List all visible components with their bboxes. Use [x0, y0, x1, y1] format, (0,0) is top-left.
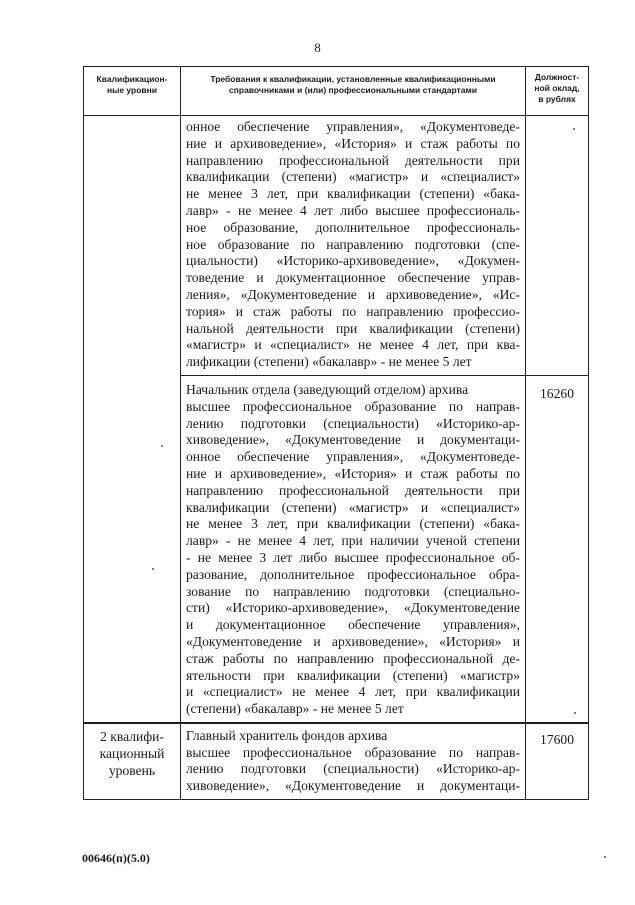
header-col1-line2: ные уровни	[106, 85, 158, 95]
table-row	[84, 723, 589, 800]
header-col1-line1: Квалификацион-	[96, 74, 168, 84]
text-line: сти) «Историко-архивоведение», «Документоведение	[186, 600, 520, 616]
position-title: Главный хранитель фондов архива	[186, 727, 388, 743]
salary-cell: 17600	[526, 723, 589, 800]
text-line: и документационное обеспечение управления»,	[186, 617, 520, 633]
text-line: ние и архивоведение», «История» и стаж работы по	[186, 465, 520, 481]
scan-speck	[574, 712, 576, 714]
text-line: онное обеспечение управления», «Документоведе-	[186, 449, 520, 465]
header-salary	[526, 67, 589, 116]
text-line: нальной деятельности при квалификации (степени)	[186, 320, 520, 336]
text-line: ления», «Документоведение и архивоведение», «Ис-	[186, 286, 520, 302]
scan-speck	[161, 445, 163, 447]
header-qualification-levels	[84, 67, 181, 116]
text-line: циальности) «Историко-архивоведение», «Докумен-	[186, 253, 520, 269]
scan-speck	[152, 568, 154, 570]
table-header-row	[84, 67, 589, 116]
text-line: хивоведение», «Документоведение и документаци-	[186, 778, 520, 794]
text-line: квалификации (степени) «магистр» и «специалист»	[186, 169, 520, 185]
text-line: высшее профессиональное образование по направ-	[186, 744, 520, 760]
text-line: направлению профессиональной деятельности при	[186, 482, 520, 498]
text-line: лавр» - не менее 4 лет, при наличии ученой степени	[186, 533, 520, 549]
text-line: не менее 3 лет, при квалификации (степени) «бака-	[186, 516, 520, 532]
requirements-cell	[181, 116, 526, 376]
text-line: квалификации (степени) «магистр» и «специалист»	[186, 499, 520, 515]
header-col2-line1: Требования к квалификации, установленные квалификационными	[210, 74, 496, 84]
header-col3-line1: Должност-	[534, 72, 580, 82]
text-line: лению подготовки (специальности) «Историко-ар-	[186, 415, 520, 431]
text-line: - не менее 3 лет либо высшее профессиональное об-	[186, 549, 520, 565]
header-col2-line2: справочниками и (или) профессиональными стандартами	[229, 85, 477, 95]
level-label-line: 2 квалифи-	[100, 728, 164, 744]
text-line: ное образование по направлению подготовки (спе-	[186, 236, 520, 252]
level-cell-1	[84, 116, 181, 723]
scan-speck	[604, 856, 606, 858]
qualification-table	[83, 66, 589, 800]
text-line: товедение и документационное обеспечение управ-	[186, 270, 520, 286]
text-line: разование, дополнительное профессиональное обра-	[186, 566, 520, 582]
requirements-cell	[181, 375, 526, 722]
text-line: лавр» - не менее 4 лет либо высшее профессиональ-	[186, 202, 520, 218]
page-number: 8	[314, 40, 321, 55]
header-requirements	[181, 67, 526, 116]
text-line: ятельности при квалификации (степени) «магистр»	[186, 667, 520, 683]
text-line: «Документоведение и архивоведение», «История» и	[186, 633, 520, 649]
header-col3-line3: в рублях	[538, 94, 576, 104]
scan-speck	[573, 128, 575, 130]
text-line: хивоведение», «Документоведение и документаци-	[186, 432, 520, 448]
text-line: не менее 3 лет, при квалификации (степени) «бака-	[186, 186, 520, 202]
table-row	[84, 116, 589, 376]
text-line: ное образование, дополнительное профессиональ-	[186, 219, 520, 235]
text-line: направлению профессиональной деятельности при	[186, 152, 520, 168]
level-cell-2	[84, 723, 181, 800]
text-line: и «специалист» не менее 4 лет, при квалификации	[186, 684, 520, 700]
header-col3-line2: ной оклад,	[534, 83, 580, 93]
text-line: ние и архивоведение», «История» и стаж работы по	[186, 135, 520, 151]
text-line: онное обеспечение управления», «Документоведе-	[186, 119, 520, 134]
text-line: «магистр» и «специалист» не менее 4 лет, при ква-	[186, 337, 520, 353]
salary-cell: 16260	[526, 375, 589, 722]
text-line: лификации (степени) «бакалавр» - не менее 5 лет	[186, 354, 472, 370]
level-label-line: уровень	[108, 762, 156, 778]
position-title: Начальник отдела (заведующий отделом) архива	[186, 381, 469, 397]
text-line: высшее профессиональное образование по направ-	[186, 398, 520, 414]
document-code: 00646(п)(5.0)	[82, 851, 150, 865]
requirements-cell	[181, 723, 526, 800]
text-line: тория» и стаж работы по направлению профессио-	[186, 303, 520, 319]
text-line: (степени) «бакалавр» - не менее 5 лет	[186, 701, 404, 717]
level-label-line: кационный	[99, 745, 165, 761]
text-line: зование по направлению подготовки (специально-	[186, 583, 520, 599]
text-line: лению подготовки (специальности) «Историко-ар-	[186, 761, 520, 777]
salary-cell	[526, 116, 589, 376]
text-line: стаж работы по направлению профессиональной де-	[186, 650, 520, 666]
